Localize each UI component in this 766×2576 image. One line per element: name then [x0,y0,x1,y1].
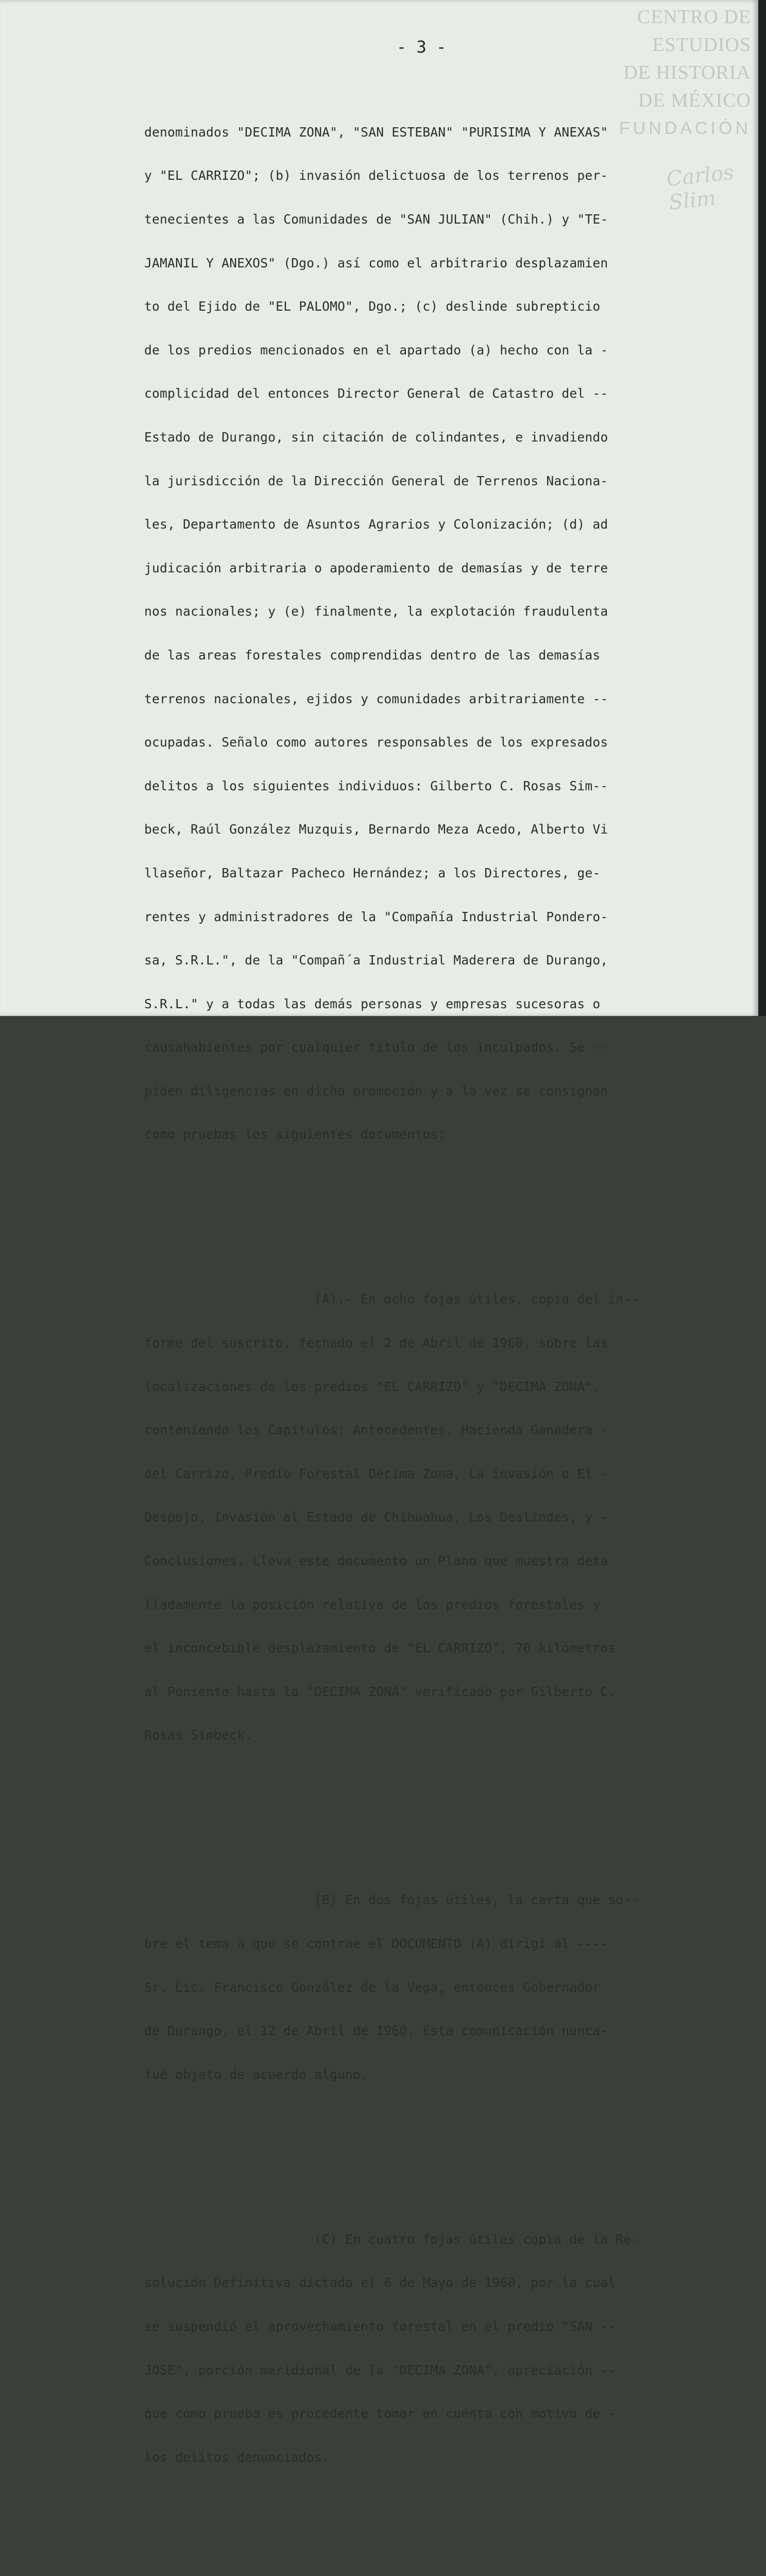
text-line: fué objeto de acuerdo alguno. [144,2066,369,2082]
text-line: les, Departamento de Asuntos Agrarios y Colonización; (d) ad [144,517,608,532]
text-line: al Poniente hasta la "DECIMA ZONA" verificado por Gilberto C. [144,1684,616,1699]
text-line: forme del suscrito, fechado el 2 de Abril de 1960, sobre las [144,1335,608,1351]
watermark-signature: Carlos Slim [665,160,735,215]
text-line: (C) En cuatro fojas útiles copia de la Re- [314,2231,639,2247]
text-line: to del Ejido de "EL PALOMO", Dgo.; (c) deslinde subrepticio [144,299,601,314]
text-line: solución Definitiva dictada el 6 de Mayo de 1960, por la cual [144,2275,616,2291]
text-line: lladamente la posición relativa de los predios forestales y [144,1597,601,1612]
text-line: el inconcebible desplazamiento de "EL CARRIZO", 70 kilómetros [144,1640,616,1656]
document-body [144,67,716,2576]
text-line: ocupadas. Señalo como autores responsables de los expresados [144,735,608,750]
paragraph-document-a [144,1263,716,1772]
text-line: rentes y administradores de la "Compañía Industrial Pondero- [144,909,608,924]
text-line: de las areas forestales comprendidas dentro de las demasías [144,647,601,663]
text-line: como pruebas los siguientes documentos: [144,1127,446,1142]
text-line: S.R.L." y a todas las demás personas y empresas sucesoras o [144,996,601,1011]
text-line: de Durango, el 12 de Abril de 1960. Esta comunicación nunca- [144,2023,608,2039]
text-line: Rosas Simbeck. [144,1727,253,1743]
page-number: - 3 - [397,37,447,57]
text-line: la jurisdicción de la Dirección General de Terrenos Naciona- [144,473,608,488]
text-line: Estado de Durango, sin citación de colindantes, e invadiendo [144,429,608,445]
text-line: bre el tema a que se contrae el DOCUMENTO (A) dirigí al ---- [144,1936,608,1952]
text-line: terrenos nacionales, ejidos y comunidades arbitrariamente -- [144,691,608,706]
text-line: y "EL CARRIZO"; (b) invasión delictuosa de los terrenos per- [144,168,608,183]
watermark-line: CENTRO DE [637,6,751,28]
text-line: JAMANIL Y ANEXOS" (Dgo.) así como el arbitrario desplazamien [144,255,608,270]
text-line: complicidad del entonces Director General de Catastro del -- [144,386,608,401]
text-line: los delitos denunciados. [144,2449,330,2465]
watermark-line: ESTUDIOS [652,34,751,56]
text-line: sa, S.R.L.", de la "Compañ´a Industrial Maderera de Durango, [144,953,608,968]
text-line: tenecientes a las Comunidades de "SAN JULIAN" (Chih.) y "TE- [144,212,608,227]
watermark-line: DE MÉXICO [638,90,751,111]
text-line: JOSE", porción meridional de la "DECIMA ZONA", apreciación -- [144,2362,616,2378]
text-line: delitos a los siguientes individuos: Gilberto C. Rosas Sim-- [144,778,608,793]
text-line: denominados "DECIMA ZONA", "SAN ESTEBAN" "PURISIMA Y ANEXAS" [144,124,608,140]
text-line: llaseñor, Baltazar Pacheco Hernández; a los Directores, ge- [144,865,601,880]
text-line: piden diligencias en dicha promoción y a la vez se consignan [144,1083,608,1098]
text-line: conteniendo los Capítulos: Antecedentes, Hacienda Ganadera - [144,1422,608,1438]
text-line: beck, Raúl González Muzquis, Bernardo Meza Acedo, Alberto Vi [144,822,608,837]
text-line: Sr. Lic. Francisco González de la Vega, entonces Gobernador [144,1979,601,1995]
scan-edge [758,0,766,1016]
text-line: se suspendió el aprovechamiento forestal en el predio "SAN -- [144,2319,616,2334]
text-line: que como prueba es procedente tomar en cuenta con motivo de - [144,2406,616,2421]
text-line: localizaciones de los predios "EL CARRIZO" y "DECIMA ZONA", [144,1379,601,1394]
text-line: causahabientes por cualquier título de los inculpados. Se -- [144,1040,608,1055]
text-line: judicación arbitraria o apoderamiento de demasías y de terre [144,560,608,575]
text-line: del Carrizo, Predio Forestal Décima Zona, La invasión o El - [144,1466,608,1481]
watermark-line: DE HISTORIA [623,62,751,83]
watermark-line: FUNDACIÓN [619,118,751,138]
text-line: nos nacionales; y (e) finalmente, la explotación fraudulenta [144,604,608,619]
paragraph-intro [144,96,716,1171]
text-line: de los predios mencionados en el apartado (a) hecho con la - [144,342,608,358]
text-line: (A).- En ocho fojas útiles, copia del in-- [314,1292,639,1307]
paragraph-document-b [144,1864,716,2111]
text-line: Conclusiones. Lleva este documento un Plano que muestra deta [144,1553,608,1569]
text-line: (B) En dos fojas útiles, la carta que so-- [314,1892,639,1908]
text-line: Despojo, Invasión al Estado de Chihuahua, Los Deslindes, y - [144,1510,608,1525]
paragraph-document-c [144,2203,716,2494]
